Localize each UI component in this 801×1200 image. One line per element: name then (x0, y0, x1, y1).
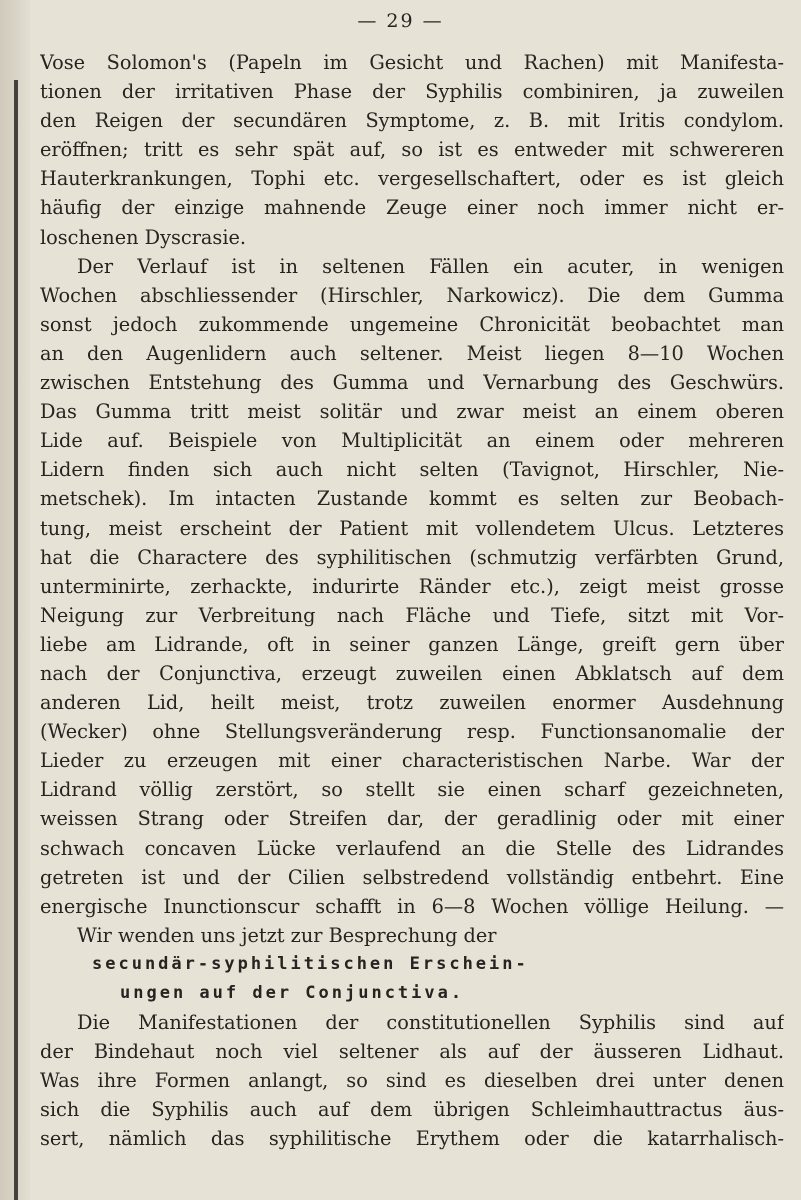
text-line: unterminirte, zerhackte, indurirte Ränder etc.), zeigt meist grosse (40, 574, 784, 598)
text-line: (Wecker) ohne Stellungsveränderung resp. Functionsanomalie der (40, 720, 784, 744)
text-line: Neigung zur Verbreitung nach Fläche und Tiefe, sitzt mit Vor- (40, 603, 784, 627)
text-line: Lide auf. Beispiele von Multiplicität an einem oder mehreren (40, 429, 784, 453)
text-line: getreten ist und der Cilien selbstredend vollständig entbehrt. Eine (40, 865, 784, 889)
text-line: Wochen abschliessender (Hirschler, Narkowicz). Die dem Gumma (40, 283, 784, 307)
page-body (40, 48, 784, 1154)
text-line: Was ihre Formen anlangt, so sind es dieselben drei unter denen (40, 1069, 784, 1093)
text-line: liebe am Lidrande, oft in seiner ganzen Länge, greift gern über (40, 632, 784, 656)
section-heading: secundär-syphilitischen Erschein- (92, 953, 529, 974)
text-line: zwischen Entstehung des Gumma und Vernarbung des Geschwürs. (40, 371, 784, 395)
text-line: Der Verlauf ist in seltenen Fällen ein acuter, in wenigen (77, 254, 784, 278)
text-line: anderen Lid, heilt meist, trotz zuweilen enormer Ausdehnung (40, 691, 784, 715)
text-line: sonst jedoch zukommende ungemeine Chronicität beobachtet man (40, 312, 784, 336)
section-heading: ungen auf der Conjunctiva. (120, 983, 465, 1003)
text-line: an den Augenlidern auch seltener. Meist liegen 8—10 Wochen (40, 341, 784, 365)
text-line: metschek). Im intacten Zustande kommt es selten zur Beobach- (40, 487, 784, 511)
text-line: loschenen Dyscrasie. (40, 225, 247, 249)
text-line: häufig der einzige mahnende Zeuge einer noch immer nicht er- (40, 196, 784, 220)
page-number: — 29 — (357, 10, 444, 32)
text-line: weissen Strang oder Streifen dar, der geradlinig oder mit einer (40, 807, 784, 831)
text-line: Lidern finden sich auch nicht selten (Tavignot, Hirschler, Nie- (40, 458, 784, 482)
text-line: der Bindehaut noch viel seltener als auf der äusseren Lidhaut. (40, 1040, 784, 1064)
text-line: Vose Solomon's (Papeln im Gesicht und Rachen) mit Manifesta- (40, 51, 784, 74)
text-line: Lidrand völlig zerstört, so stellt sie einen scharf gezeichneten, (40, 778, 784, 802)
text-line: Hauterkrankungen, Tophi etc. vergesellschaftert, oder es ist gleich (40, 167, 784, 191)
text-line: tung, meist erscheint der Patient mit vollendetem Ulcus. Letzteres (40, 516, 784, 540)
text-line: hat die Charactere des syphilitischen (schmutzig verfärbten Grund, (40, 545, 784, 569)
text-line: sich die Syphilis auch auf dem übrigen Schleimhauttractus äus- (40, 1098, 784, 1122)
text-line: Wir wenden uns jetzt zur Besprechung der (77, 923, 497, 947)
text-line: Das Gumma tritt meist solitär und zwar meist an einem oberen (40, 400, 784, 424)
text-line: sert, nämlich das syphilitische Erythem oder die katarrhalisch- (40, 1127, 784, 1151)
text-line: schwach concaven Lücke verlaufend an die Stelle des Lidrandes (40, 836, 784, 860)
book-spine-shadow (14, 80, 18, 1200)
text-line: nach der Conjunctiva, erzeugt zuweilen einen Abklatsch auf dem (40, 661, 784, 685)
text-line: eröffnen; tritt es sehr spät auf, so ist es entweder mit schwereren (40, 138, 784, 162)
text-line: energische Inunctionscur schafft in 6—8 Wochen völlige Heilung. — (40, 894, 784, 918)
text-line: den Reigen der secundären Symptome, z. B. mit Iritis condylom. (40, 109, 784, 133)
text-line: tionen der irritativen Phase der Syphilis combiniren, ja zuweilen (40, 80, 784, 104)
text-line: Lieder zu erzeugen mit einer characteristischen Narbe. War der (40, 749, 784, 773)
text-line: Die Manifestationen der constitutionellen Syphilis sind auf (77, 1011, 784, 1035)
